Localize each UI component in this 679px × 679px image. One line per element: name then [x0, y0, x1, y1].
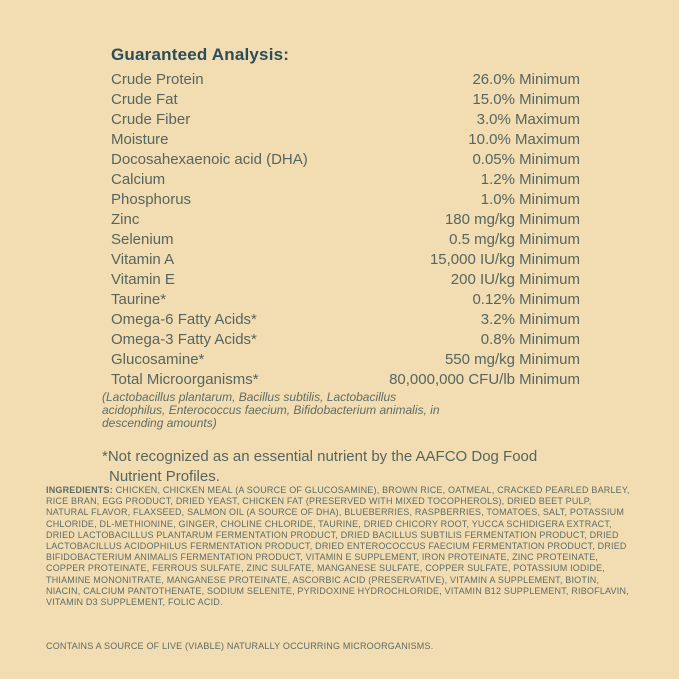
nutrient-value: 10.0% Maximum	[468, 131, 580, 148]
nutrient-name: Vitamin A	[111, 251, 175, 268]
nutrient-row	[111, 210, 580, 230]
nutrient-name: Crude Fat	[111, 91, 178, 108]
nutrient-name: Taurine*	[111, 291, 167, 308]
nutrient-row	[111, 370, 580, 390]
nutrient-row	[111, 270, 580, 290]
nutrient-value: 1.0% Minimum	[480, 191, 580, 208]
nutrient-value: 200 IU/kg Minimum	[450, 271, 580, 288]
nutrient-row	[111, 310, 580, 330]
microorganisms-species-note: (Lactobacillus plantarum, Bacillus subtilis, Lactobacillus acidophilus, Enterococcus faecium, Bifidobacterium animalis, in descending amounts)	[102, 390, 440, 430]
nutrient-value: 15.0% Minimum	[472, 91, 580, 108]
nutrient-name: Total Microorganisms*	[111, 371, 259, 388]
nutrient-value: 0.05% Minimum	[472, 151, 580, 168]
nutrient-name: Docosahexaenoic acid (DHA)	[111, 151, 308, 168]
guaranteed-analysis-section	[102, 45, 580, 487]
nutrient-value: 26.0% Minimum	[472, 71, 580, 88]
nutrient-value: 180 mg/kg Minimum	[444, 211, 580, 228]
nutrient-row	[111, 250, 580, 270]
nutrient-row	[111, 190, 580, 210]
nutrient-name: Selenium	[111, 231, 174, 248]
nutrient-row	[111, 130, 580, 150]
nutrient-row	[111, 290, 580, 310]
nutrient-row	[111, 150, 580, 170]
nutrient-value: 1.2% Minimum	[480, 171, 580, 188]
nutrient-value: 550 mg/kg Minimum	[444, 351, 580, 368]
guaranteed-analysis-title: Guaranteed Analysis:	[111, 45, 290, 64]
nutrient-name: Omega-3 Fatty Acids*	[111, 331, 257, 348]
nutrient-row	[111, 350, 580, 370]
nutrient-name: Zinc	[111, 211, 140, 228]
nutrient-value: 0.8% Minimum	[480, 331, 580, 348]
nutrient-name: Phosphorus	[111, 191, 192, 208]
nutrient-row	[111, 90, 580, 110]
contains-statement: CONTAINS A SOURCE OF LIVE (VIABLE) NATURALLY OCCURRING MICROORGANISMS.	[46, 641, 434, 651]
nutrient-row	[111, 330, 580, 350]
nutrient-value: 0.12% Minimum	[472, 291, 580, 308]
nutrient-name: Crude Fiber	[111, 111, 191, 128]
nutrient-value: 15,000 IU/kg Minimum	[429, 251, 580, 268]
nutrient-row	[111, 170, 580, 190]
nutrient-name: Calcium	[111, 171, 166, 188]
nutrient-row	[111, 230, 580, 250]
ingredients-label: INGREDIENTS:	[46, 485, 113, 495]
nutrient-value: 80,000,000 CFU/lb Minimum	[389, 371, 580, 388]
nutrient-row	[111, 110, 580, 130]
nutrient-name: Omega-6 Fatty Acids*	[111, 311, 257, 328]
nutrient-value: 3.2% Minimum	[480, 311, 580, 328]
nutrient-value: 3.0% Maximum	[476, 111, 580, 128]
ingredients-paragraph	[46, 485, 636, 608]
ingredients-list: CHICKEN, CHICKEN MEAL (A SOURCE OF GLUCOSAMINE), BROWN RICE, OATMEAL, CRACKED PEARLED BARLEY, RICE BRAN, EGG PRODUCT, DRIED YEAST, CHICKEN FAT (PRESERVED WITH MIXED TOCOPHEROLS), DRIED BEET PULP, NATURAL FLAVOR, FLAXSEED, SALMON OIL (A SOURCE OF DHA), BLUEBERRIES, RASPBERRIES, TOMATOES, SALT, POTASSIUM CHLORIDE, DL-METHIONINE, GINGER, CHOLINE CHLORIDE, TAURINE, DRIED CHICORY ROOT, YUCCA SCHIDIGERA EXTRACT, DRIED LACTOBACILLUS PLANTARUM FERMENTATION PRODUCT, DRIED BACILLUS SUBTILIS FERMENTATION PRODUCT, DRIED LACTOBACILLUS ACIDOPHILUS FERMENTATION PRODUCT, DRIED ENTEROCOCCUS FAECIUM FERMENTATION PRODUCT, DRIED BIFIDOBACTERIUM ANIMALIS FERMENTATION PRODUCT, VITAMIN E SUPPLEMENT, IRON PROTEINATE, ZINC PROTEINATE, COPPER PROTEINATE, FERROUS SULFATE, ZINC SULFATE, MANGANESE SULFATE, COPPER SULFATE, POTASSIUM IODIDE, THIAMINE MONONITRATE, MANGANESE PROTEINATE, ASCORBIC ACID (PRESERVATIVE), VITAMIN A SUPPLEMENT, BIOTIN, NIACIN, CALCIUM PANTOTHENATE, SODIUM SELENITE, PYRIDOXINE HYDROCHLORIDE, VITAMIN B12 SUPPLEMENT, RIBOFLAVIN, VITAMIN D3 SUPPLEMENT, FOLIC ACID.	[46, 485, 630, 608]
nutrient-name: Glucosamine*	[111, 351, 205, 368]
nutrient-row	[111, 70, 580, 90]
nutrient-name: Crude Protein	[111, 71, 204, 88]
nutrient-value: 0.5 mg/kg Minimum	[449, 231, 580, 248]
nutrient-name: Moisture	[111, 131, 169, 148]
aafco-footnote: *Not recognized as an essential nutrient by the AAFCO Dog Food Nutrient Profiles.	[102, 448, 538, 485]
nutrient-name: Vitamin E	[111, 271, 175, 288]
